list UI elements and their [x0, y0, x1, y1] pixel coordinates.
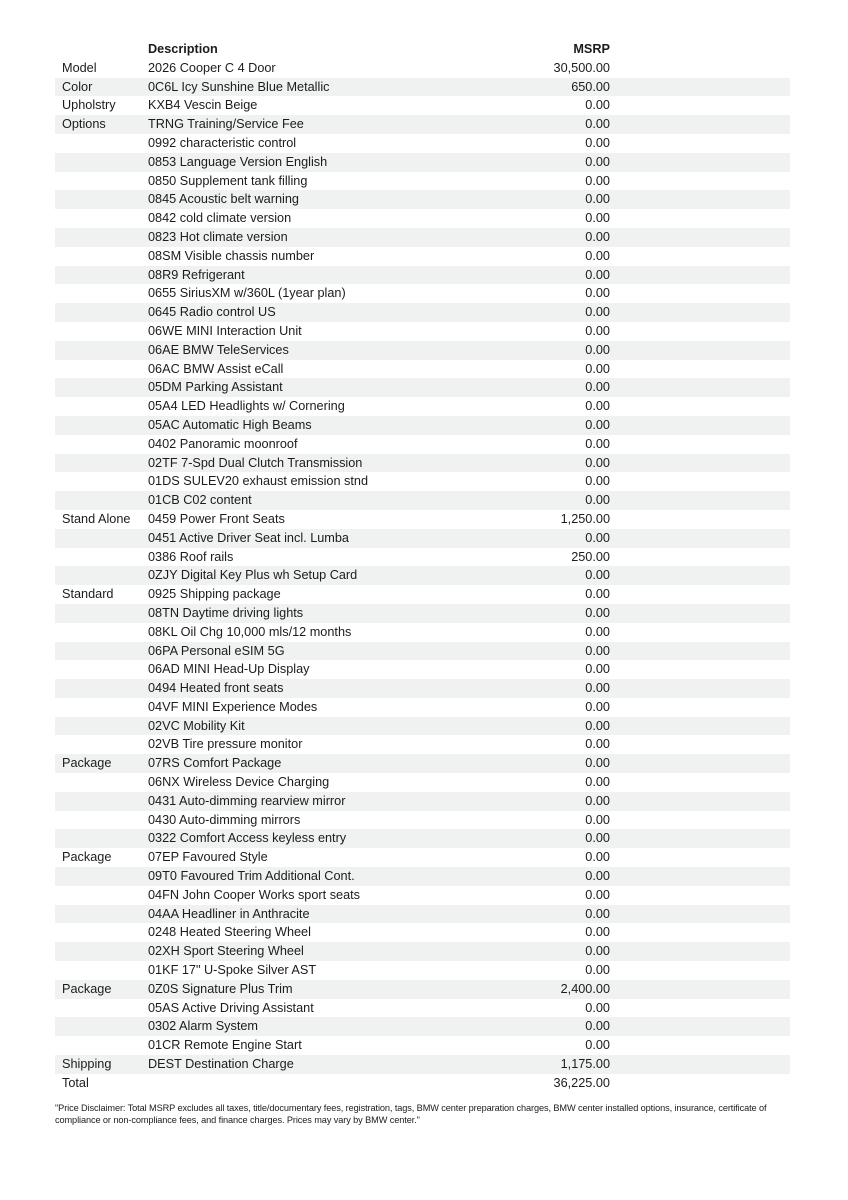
row-msrp: 0.00: [585, 699, 610, 714]
table-row: [55, 1055, 790, 1074]
row-category: [55, 378, 148, 397]
row-description: 06AD MINI Head-Up Display: [148, 662, 310, 677]
row-msrp: 0.00: [585, 850, 610, 865]
row-description: 01CR Remote Engine Start: [148, 1038, 302, 1053]
row-category: Package: [62, 756, 112, 771]
table-row: [55, 266, 790, 285]
row-category: [55, 454, 148, 473]
row-msrp: 1,175.00: [560, 1057, 610, 1072]
row-filler: [610, 228, 790, 247]
row-category: [55, 999, 148, 1018]
row-description: 04AA Headliner in Anthracite: [148, 906, 310, 921]
row-filler: [610, 1074, 790, 1093]
row-category: [55, 1017, 148, 1036]
row-category: Options: [62, 117, 106, 132]
row-description: 0494 Heated front seats: [148, 681, 284, 696]
row-category: [55, 228, 148, 247]
row-category: [55, 660, 148, 679]
row-filler: [610, 397, 790, 416]
row-filler: [610, 735, 790, 754]
row-description: 0655 SiriusXM w/360L (1year plan): [148, 286, 346, 301]
table-row: [55, 792, 790, 811]
table-row: [55, 773, 790, 792]
row-msrp: 250.00: [571, 549, 610, 564]
row-msrp: 0.00: [585, 1038, 610, 1053]
row-description: 05DM Parking Assistant: [148, 380, 283, 395]
table-row: [55, 59, 790, 78]
row-description: 08R9 Refrigerant: [148, 267, 245, 282]
row-description: 0845 Acoustic belt warning: [148, 192, 299, 207]
row-filler: [610, 284, 790, 303]
table-row: [55, 754, 790, 773]
table-row: [55, 322, 790, 341]
row-msrp: 0.00: [585, 643, 610, 658]
row-description: 0430 Auto-dimming mirrors: [148, 812, 301, 827]
row-msrp: 0.00: [585, 98, 610, 113]
row-description: 08KL Oil Chg 10,000 mls/12 months: [148, 624, 352, 639]
row-category: Shipping: [62, 1057, 112, 1072]
row-category: [55, 397, 148, 416]
row-filler: [610, 190, 790, 209]
row-description: 0850 Supplement tank filling: [148, 173, 308, 188]
header-category-column: [55, 40, 148, 59]
row-category: [55, 623, 148, 642]
row-filler: [610, 1017, 790, 1036]
header-description-column: Description: [148, 42, 218, 56]
table-row: [55, 284, 790, 303]
row-category: [55, 341, 148, 360]
table-row: [55, 190, 790, 209]
row-category: [55, 961, 148, 980]
table-row: [55, 247, 790, 266]
row-description: 0451 Active Driver Seat incl. Lumba: [148, 530, 349, 545]
row-category: [55, 416, 148, 435]
header-msrp-column: MSRP: [573, 42, 610, 56]
row-category: [55, 886, 148, 905]
row-description: 05A4 LED Headlights w/ Cornering: [148, 399, 345, 414]
row-category: [55, 322, 148, 341]
table-row: [55, 604, 790, 623]
row-msrp: 0.00: [585, 267, 610, 282]
row-filler: [610, 829, 790, 848]
row-category: [55, 698, 148, 717]
row-description: 04VF MINI Experience Modes: [148, 699, 318, 714]
table-row: [55, 510, 790, 529]
row-category: [55, 942, 148, 961]
row-filler: [610, 754, 790, 773]
row-filler: [610, 811, 790, 830]
row-description: 0248 Heated Steering Wheel: [148, 925, 311, 940]
table-row: [55, 566, 790, 585]
row-filler: [610, 454, 790, 473]
row-description: 0431 Auto-dimming rearview mirror: [148, 793, 346, 808]
row-description: 08SM Visible chassis number: [148, 248, 315, 263]
table-row: [55, 209, 790, 228]
row-msrp: 0.00: [585, 1000, 610, 1015]
row-msrp: 0.00: [585, 869, 610, 884]
table-row: [55, 1017, 790, 1036]
table-row: [55, 623, 790, 642]
row-msrp: 0.00: [585, 436, 610, 451]
row-msrp: 0.00: [585, 756, 610, 771]
row-category: [55, 792, 148, 811]
table-row: [55, 454, 790, 473]
row-description: 0402 Panoramic moonroof: [148, 436, 298, 451]
row-msrp: 0.00: [585, 793, 610, 808]
table-row: [55, 78, 790, 97]
row-description: 09T0 Favoured Trim Additional Cont.: [148, 869, 355, 884]
table-header-row: [55, 40, 790, 59]
row-msrp: 0.00: [585, 812, 610, 827]
table-row: [55, 472, 790, 491]
row-msrp: 0.00: [585, 493, 610, 508]
row-filler: [610, 999, 790, 1018]
row-description: 01CB C02 content: [148, 493, 252, 508]
row-category: [55, 905, 148, 924]
row-description: TRNG Training/Service Fee: [148, 117, 304, 132]
row-category: [55, 190, 148, 209]
row-filler: [610, 1036, 790, 1055]
row-filler: [610, 435, 790, 454]
row-description: 06NX Wireless Device Charging: [148, 775, 330, 790]
row-filler: [610, 322, 790, 341]
table-row: [55, 228, 790, 247]
row-category: [55, 642, 148, 661]
row-msrp: 0.00: [585, 361, 610, 376]
table-row: [55, 491, 790, 510]
table-row: [55, 341, 790, 360]
row-description: KXB4 Vescin Beige: [148, 98, 258, 113]
row-msrp: 650.00: [571, 79, 610, 94]
row-filler: [610, 378, 790, 397]
row-category: [55, 472, 148, 491]
row-filler: [610, 172, 790, 191]
row-msrp: 0.00: [585, 775, 610, 790]
row-msrp: 0.00: [585, 662, 610, 677]
row-category: [55, 172, 148, 191]
row-msrp: 0.00: [585, 417, 610, 432]
table-row: [55, 397, 790, 416]
table-row: [55, 829, 790, 848]
row-filler: [610, 1055, 790, 1074]
row-filler: [610, 867, 790, 886]
row-filler: [610, 961, 790, 980]
row-msrp: 0.00: [585, 305, 610, 320]
table-row: [55, 923, 790, 942]
row-msrp: 0.00: [585, 681, 610, 696]
table-row: [55, 96, 790, 115]
row-category: Package: [62, 850, 112, 865]
row-filler: [610, 78, 790, 97]
row-description: 04FN John Cooper Works sport seats: [148, 887, 361, 902]
row-filler: [610, 115, 790, 134]
row-description: 02XH Sport Steering Wheel: [148, 944, 304, 959]
row-filler: [610, 642, 790, 661]
row-category: Stand Alone: [62, 511, 131, 526]
table-row: [55, 735, 790, 754]
row-msrp: 0.00: [585, 587, 610, 602]
row-filler: [610, 416, 790, 435]
row-description: 01KF 17" U-Spoke Silver AST: [148, 963, 317, 978]
row-msrp: 0.00: [585, 737, 610, 752]
row-msrp: 0.00: [585, 1019, 610, 1034]
row-filler: [610, 247, 790, 266]
row-filler: [610, 134, 790, 153]
table-row: [55, 660, 790, 679]
table-row: [55, 811, 790, 830]
row-filler: [610, 529, 790, 548]
row-description: 0842 cold climate version: [148, 211, 292, 226]
row-category: Model: [62, 60, 97, 75]
table-row: [55, 153, 790, 172]
row-msrp: 0.00: [585, 323, 610, 338]
row-filler: [610, 510, 790, 529]
row-filler: [610, 472, 790, 491]
row-description: 0C6L Icy Sunshine Blue Metallic: [148, 79, 330, 94]
row-msrp: 0.00: [585, 173, 610, 188]
table-row: [55, 905, 790, 924]
row-filler: [610, 679, 790, 698]
table-rows: [55, 59, 790, 1093]
row-msrp: 0.00: [585, 399, 610, 414]
row-msrp: 0.00: [585, 831, 610, 846]
table-row: [55, 172, 790, 191]
row-msrp: 1,250.00: [560, 511, 610, 526]
row-description: 0823 Hot climate version: [148, 229, 288, 244]
table-row: [55, 886, 790, 905]
row-msrp: 0.00: [585, 192, 610, 207]
row-category: [55, 735, 148, 754]
row-filler: [610, 153, 790, 172]
row-filler: [610, 623, 790, 642]
row-description: 06AE BMW TeleServices: [148, 342, 289, 357]
row-category: [55, 1036, 148, 1055]
header-filler: [610, 40, 790, 59]
row-description: 07EP Favoured Style: [148, 850, 268, 865]
row-category: Package: [62, 981, 112, 996]
row-category: [55, 529, 148, 548]
row-filler: [610, 660, 790, 679]
row-description: 06WE MINI Interaction Unit: [148, 323, 302, 338]
row-msrp: 0.00: [585, 342, 610, 357]
row-description: 0ZJY Digital Key Plus wh Setup Card: [148, 568, 358, 583]
row-filler: [610, 942, 790, 961]
table-row: [55, 679, 790, 698]
table-row: [55, 134, 790, 153]
row-category: [55, 829, 148, 848]
row-description: 02VC Mobility Kit: [148, 718, 245, 733]
row-category: Color: [62, 79, 93, 94]
row-category: Upholstry: [62, 98, 116, 113]
row-msrp: 30,500.00: [553, 60, 610, 75]
row-filler: [610, 266, 790, 285]
row-description: 08TN Daytime driving lights: [148, 605, 304, 620]
row-description: 02TF 7-Spd Dual Clutch Transmission: [148, 455, 363, 470]
row-category: [55, 811, 148, 830]
row-filler: [610, 905, 790, 924]
row-filler: [610, 604, 790, 623]
row-msrp: 0.00: [585, 248, 610, 263]
row-msrp: 0.00: [585, 380, 610, 395]
row-category: [55, 717, 148, 736]
row-category: [55, 566, 148, 585]
row-description: 0925 Shipping package: [148, 587, 281, 602]
row-description: 02VB Tire pressure monitor: [148, 737, 303, 752]
row-msrp: 0.00: [585, 154, 610, 169]
row-description: 0Z0S Signature Plus Trim: [148, 981, 293, 996]
row-filler: [610, 698, 790, 717]
row-filler: [610, 548, 790, 567]
row-description: 0853 Language Version English: [148, 154, 328, 169]
row-category: [55, 923, 148, 942]
row-msrp: 0.00: [585, 963, 610, 978]
row-filler: [610, 96, 790, 115]
row-filler: [610, 717, 790, 736]
row-category: [55, 134, 148, 153]
row-msrp: 0.00: [585, 117, 610, 132]
row-category: Total: [62, 1075, 89, 1090]
row-filler: [610, 848, 790, 867]
table-row: [55, 961, 790, 980]
row-category: [55, 867, 148, 886]
row-description: [148, 1074, 490, 1093]
table-row: [55, 642, 790, 661]
row-category: [55, 679, 148, 698]
table-row: [55, 999, 790, 1018]
row-description: 0302 Alarm System: [148, 1019, 259, 1034]
table-row: [55, 717, 790, 736]
row-category: [55, 773, 148, 792]
row-msrp: 0.00: [585, 211, 610, 226]
row-category: [55, 266, 148, 285]
table-row: [55, 548, 790, 567]
row-msrp: 0.00: [585, 718, 610, 733]
row-filler: [610, 886, 790, 905]
table-row: [55, 698, 790, 717]
row-msrp: 36,225.00: [553, 1075, 610, 1090]
table-row: [55, 303, 790, 322]
row-description: 05AC Automatic High Beams: [148, 417, 312, 432]
row-category: [55, 491, 148, 510]
row-filler: [610, 303, 790, 322]
table-row: [55, 980, 790, 999]
row-category: [55, 360, 148, 379]
row-msrp: 0.00: [585, 286, 610, 301]
row-description: 07RS Comfort Package: [148, 756, 282, 771]
row-filler: [610, 923, 790, 942]
table-row: [55, 867, 790, 886]
table-row: [55, 115, 790, 134]
row-category: Standard: [62, 587, 114, 602]
row-filler: [610, 360, 790, 379]
table-row: [55, 529, 790, 548]
row-msrp: 0.00: [585, 474, 610, 489]
table-row: [55, 1036, 790, 1055]
row-msrp: 2,400.00: [560, 981, 610, 996]
row-msrp: 0.00: [585, 925, 610, 940]
row-description: 06AC BMW Assist eCall: [148, 361, 284, 376]
row-category: [55, 284, 148, 303]
table-row: [55, 435, 790, 454]
row-category: [55, 435, 148, 454]
row-filler: [610, 585, 790, 604]
row-category: [55, 247, 148, 266]
table-row: [55, 942, 790, 961]
table-row: [55, 360, 790, 379]
row-description: 06PA Personal eSIM 5G: [148, 643, 285, 658]
row-category: [55, 303, 148, 322]
row-filler: [610, 566, 790, 585]
row-msrp: 0.00: [585, 624, 610, 639]
row-category: [55, 209, 148, 228]
vehicle-price-table: [55, 40, 790, 1093]
row-description: 2026 Cooper C 4 Door: [148, 60, 276, 75]
row-msrp: 0.00: [585, 530, 610, 545]
row-msrp: 0.00: [585, 906, 610, 921]
row-description: 05AS Active Driving Assistant: [148, 1000, 314, 1015]
table-row: [55, 848, 790, 867]
price-disclaimer: "Price Disclaimer: Total MSRP excludes all taxes, title/documentary fees, registration, tags, BMW center preparation charges, BMW center installed options, insurance, certificate of compliance or non-compliance fees, and finance charges. Prices may vary by BMW center.": [55, 1103, 767, 1125]
row-msrp: 0.00: [585, 229, 610, 244]
row-category: [55, 548, 148, 567]
row-filler: [610, 491, 790, 510]
row-msrp: 0.00: [585, 605, 610, 620]
row-description: 0645 Radio control US: [148, 305, 276, 320]
row-category: [55, 153, 148, 172]
row-msrp: 0.00: [585, 887, 610, 902]
row-msrp: 0.00: [585, 944, 610, 959]
table-row: [55, 378, 790, 397]
row-description: 0322 Comfort Access keyless entry: [148, 831, 347, 846]
row-description: 0459 Power Front Seats: [148, 511, 285, 526]
table-row: [55, 416, 790, 435]
row-msrp: 0.00: [585, 135, 610, 150]
row-description: 01DS SULEV20 exhaust emission stnd: [148, 474, 369, 489]
row-filler: [610, 59, 790, 78]
row-filler: [610, 980, 790, 999]
row-filler: [610, 341, 790, 360]
table-row: [55, 1074, 790, 1093]
row-category: [55, 604, 148, 623]
row-description: 0992 characteristic control: [148, 135, 297, 150]
table-row: [55, 585, 790, 604]
row-msrp: 0.00: [585, 455, 610, 470]
row-filler: [610, 792, 790, 811]
row-msrp: 0.00: [585, 568, 610, 583]
row-description: DEST Destination Charge: [148, 1057, 294, 1072]
row-description: 0386 Roof rails: [148, 549, 234, 564]
row-filler: [610, 773, 790, 792]
row-filler: [610, 209, 790, 228]
